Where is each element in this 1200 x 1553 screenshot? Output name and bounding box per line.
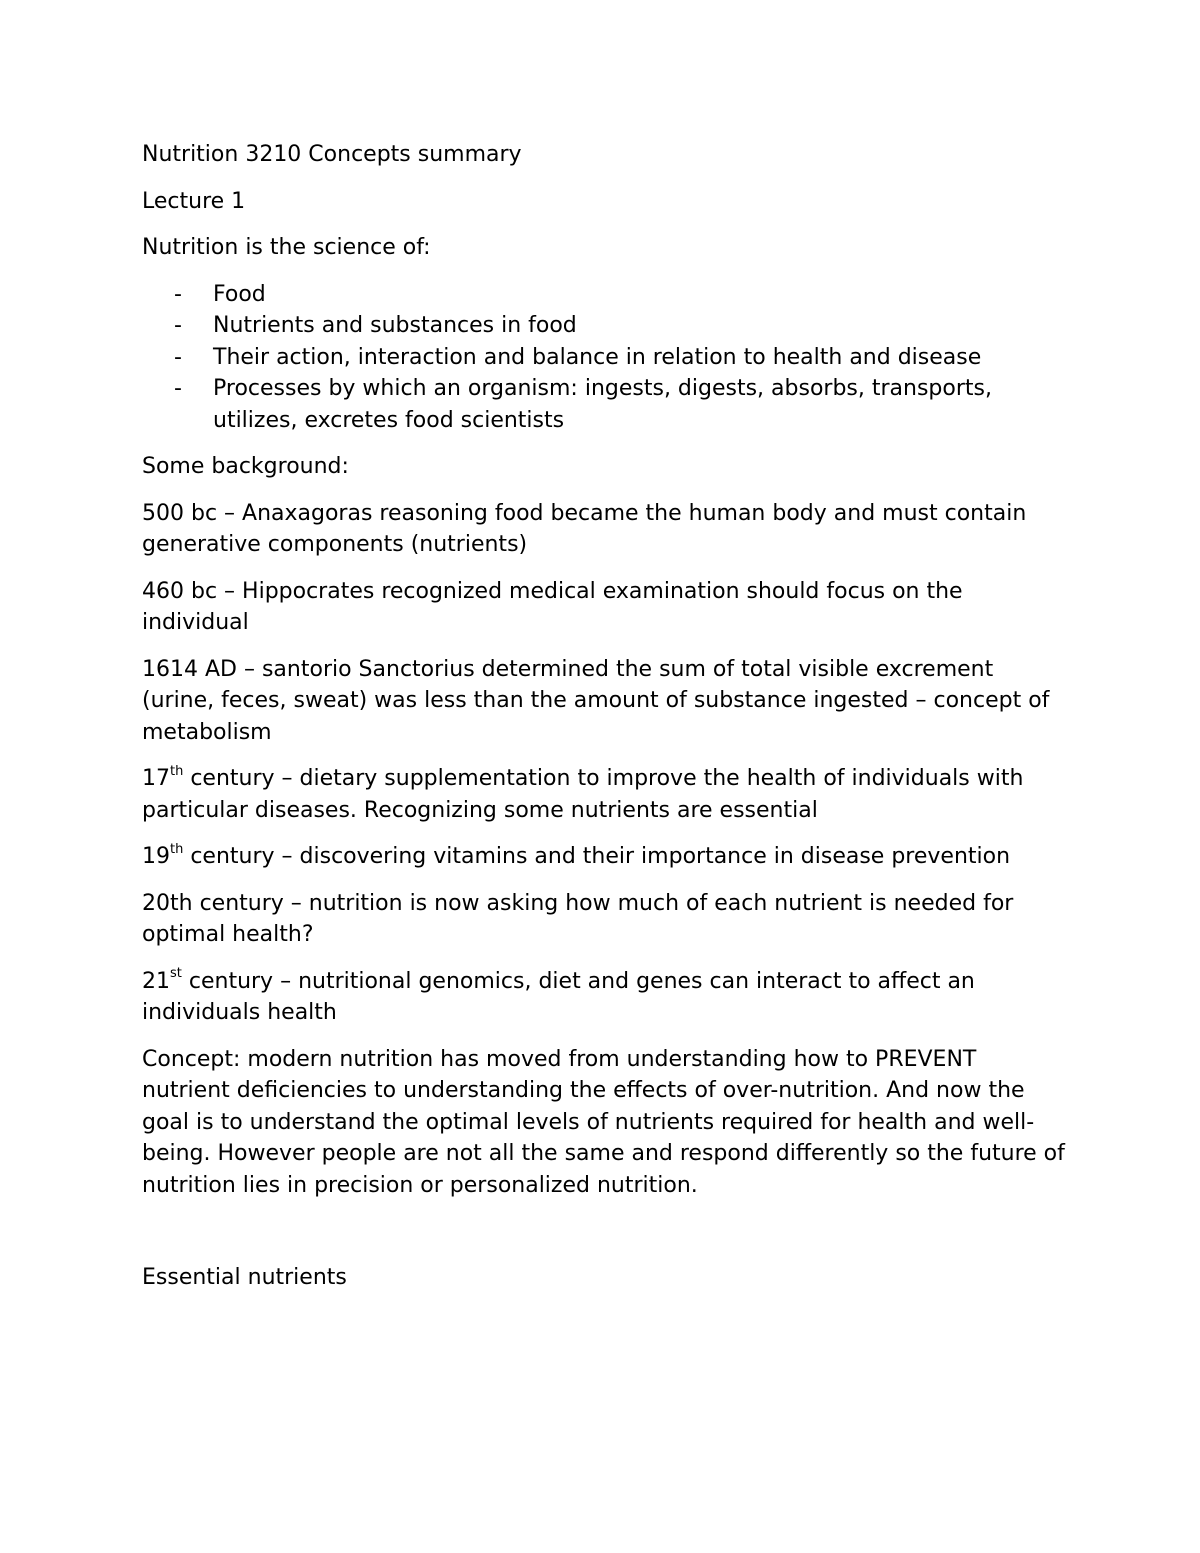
timeline-text: century – nutrition is now asking how much of each nutrient is needed for optimal health? <box>142 890 1014 947</box>
intro-text: Nutrition is the science of: <box>142 235 431 260</box>
blank-line <box>142 1216 1067 1262</box>
timeline-date: 17 <box>142 766 170 791</box>
timeline-entry <box>142 763 1067 826</box>
timeline-text: – Hippocrates recognized medical examination should focus on the individual <box>142 578 963 635</box>
timeline-entry <box>142 654 1067 749</box>
list-item <box>142 373 1067 436</box>
timeline-text: – Anaxagoras reasoning food became the human body and must contain generative components (nutrients) <box>142 500 1027 557</box>
timeline-text: century – dietary supplementation to improve the health of individuals with particular diseases. Recognizing some nutrients are essential <box>142 766 1024 823</box>
bullet-dash: - <box>174 313 182 338</box>
lecture-heading: Lecture 1 <box>142 188 246 214</box>
list-item-text: Their action, interaction and balance in relation to health and disease <box>213 344 982 370</box>
timeline-date: 460 bc <box>142 578 218 604</box>
timeline-date-suffix: th <box>170 763 184 779</box>
timeline-text: century – discovering vitamins and their importance in disease prevention <box>183 844 1011 869</box>
list-item <box>142 342 1067 374</box>
list-item <box>142 310 1067 342</box>
timeline-text: century – nutritional genomics, diet and genes can interact to affect an individuals health <box>142 968 975 1025</box>
timeline-date-suffix: th <box>170 841 184 857</box>
timeline-text: – santorio Sanctorius determined the sum of total visible excrement (urine, feces, sweat) was less than the amount of substance ingested – concept of metabolism <box>142 656 1050 745</box>
timeline-entry <box>142 841 1067 873</box>
timeline-date-suffix: st <box>170 966 182 982</box>
document-body <box>142 139 1067 1309</box>
timeline-entry <box>142 966 1067 1029</box>
science-of-list <box>142 279 1067 437</box>
timeline-date: 500 bc <box>142 500 218 526</box>
list-item <box>142 279 1067 311</box>
concept-paragraph: Concept: modern nutrition has moved from understanding how to PREVENT nutrient deficiencies to understanding the effects of over-nutrition. And now the goal is to understand the optimal levels of nutrients required for health and well-being. However people are not all the same and respond differently so the future of nutrition lies in precision or personalized nutrition. <box>142 1046 1065 1198</box>
timeline-date: 20th <box>142 890 193 916</box>
bullet-dash: - <box>174 344 182 370</box>
timeline-date: 19 <box>142 844 170 869</box>
bullet-dash: - <box>174 281 182 307</box>
timeline-date: 1614 AD <box>142 656 237 682</box>
timeline-entry <box>142 498 1067 561</box>
list-item-text: Processes by which an organism: ingests, digests, absorbs, transports, utilizes, excretes food scientists <box>213 376 992 433</box>
essential-nutrients-heading: Essential nutrients <box>142 1265 347 1290</box>
timeline-entry <box>142 888 1067 951</box>
list-item-text: Nutrients and substances in food <box>213 313 577 338</box>
bullet-dash: - <box>174 376 182 401</box>
list-item-text: Food <box>213 281 266 307</box>
document-title: Nutrition 3210 Concepts summary <box>142 142 522 167</box>
background-heading: Some background: <box>142 454 349 479</box>
timeline-entry <box>142 576 1067 639</box>
timeline-date: 21 <box>142 968 170 994</box>
